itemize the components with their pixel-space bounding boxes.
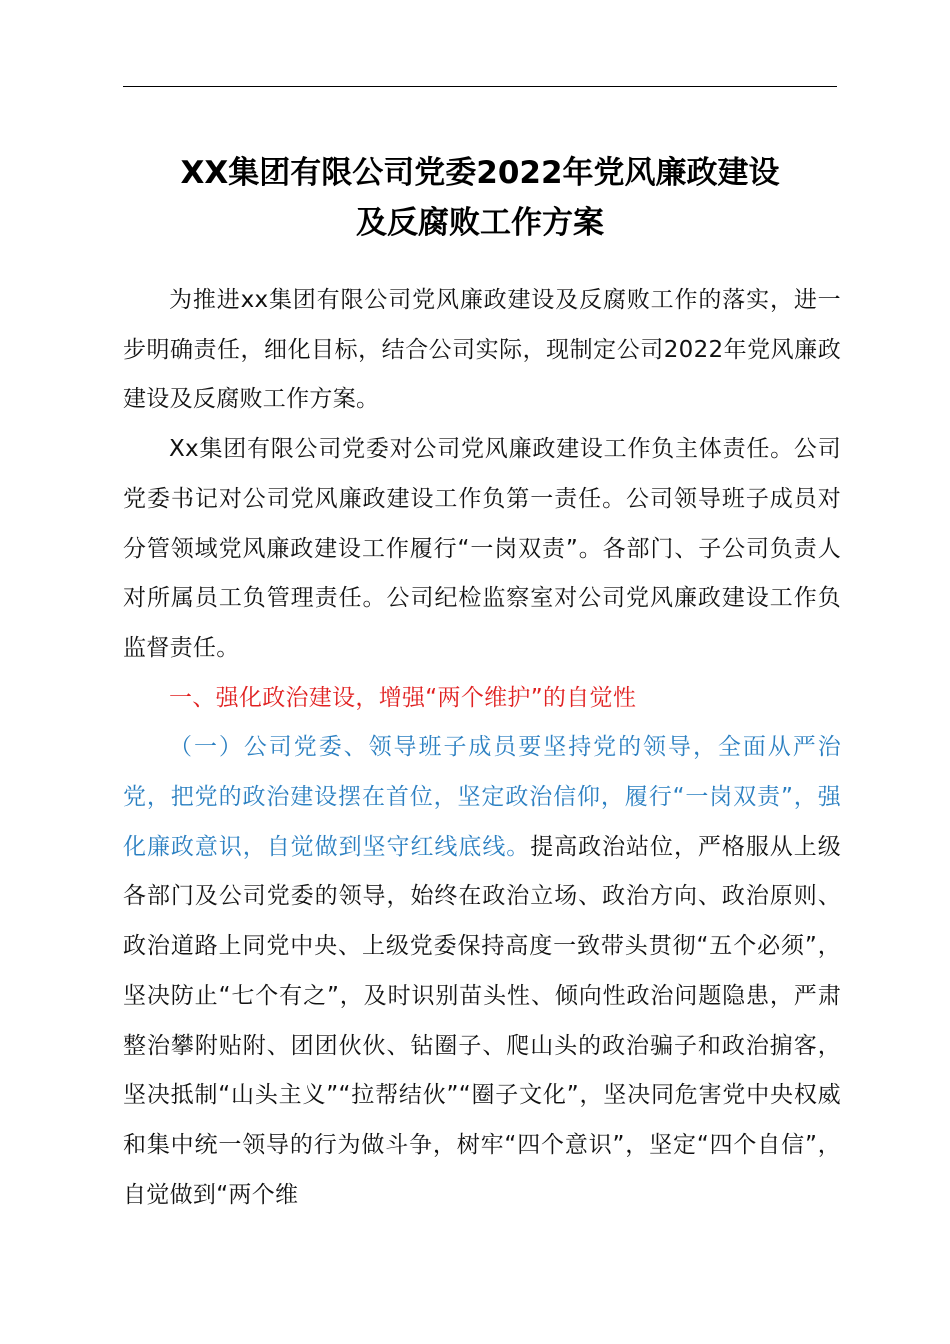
intro-paragraph: 为推进xx集团有限公司党风廉政建设及反腐败工作的落实，进一步明确责任，细化目标，结合公司实际，现制定公司2022年党风廉政建设及反腐败工作方案。 bbox=[123, 287, 841, 413]
subsection-1-body: 提高政治站位，严格服从上级各部门及公司党委的领导，始终在政治立场、政治方向、政治原则、政治道路上同党中央、上级党委保持高度一致带头贯彻“五个必须”，坚决防止“七个有之”，及时识别苗头性、倾向性政治问题隐患，严肃整治攀附贴附、团团伙伙、钻圈子、爬山头的政治骗子和政治掮客，坚决抵制“山头主义”“拉帮结伙”“圈子文化”，坚决同危害党中央权威和集中统一领导的行为做斗争，树牢“四个意识”，坚定“四个自信”，自觉做到“两个维 bbox=[123, 833, 841, 1208]
document-body bbox=[123, 276, 841, 1220]
responsibility-paragraph: Xx集团有限公司党委对公司党风廉政建设工作负主体责任。公司党委书记对公司党风廉政建设工作负第一责任。公司领导班子成员对分管领域党风廉政建设工作履行“一岗双责”。各部门、子公司负责人对所属员工负管理责任。公司纪检监察室对公司党风廉政建设工作负监督责任。 bbox=[123, 436, 841, 661]
subsection-1-highlight: （一）公司党委、领导班子成员要坚持党的领导，全面从严治党，把党的政治建设摆在首位，坚定政治信仰，履行“一岗双责”，强化廉政意识，自觉做到坚守红线底线。 bbox=[123, 734, 841, 860]
title-line-1: XX集团有限公司党委2022年党风廉政建设 bbox=[180, 155, 780, 191]
section-1-heading: 一、强化政治建设，增强“两个维护”的自觉性 bbox=[169, 684, 637, 711]
subsection-1-paragraph bbox=[123, 723, 841, 1220]
header-rule bbox=[123, 86, 837, 87]
document-title bbox=[110, 148, 850, 248]
title-line-2: 及反腐败工作方案 bbox=[356, 205, 604, 241]
